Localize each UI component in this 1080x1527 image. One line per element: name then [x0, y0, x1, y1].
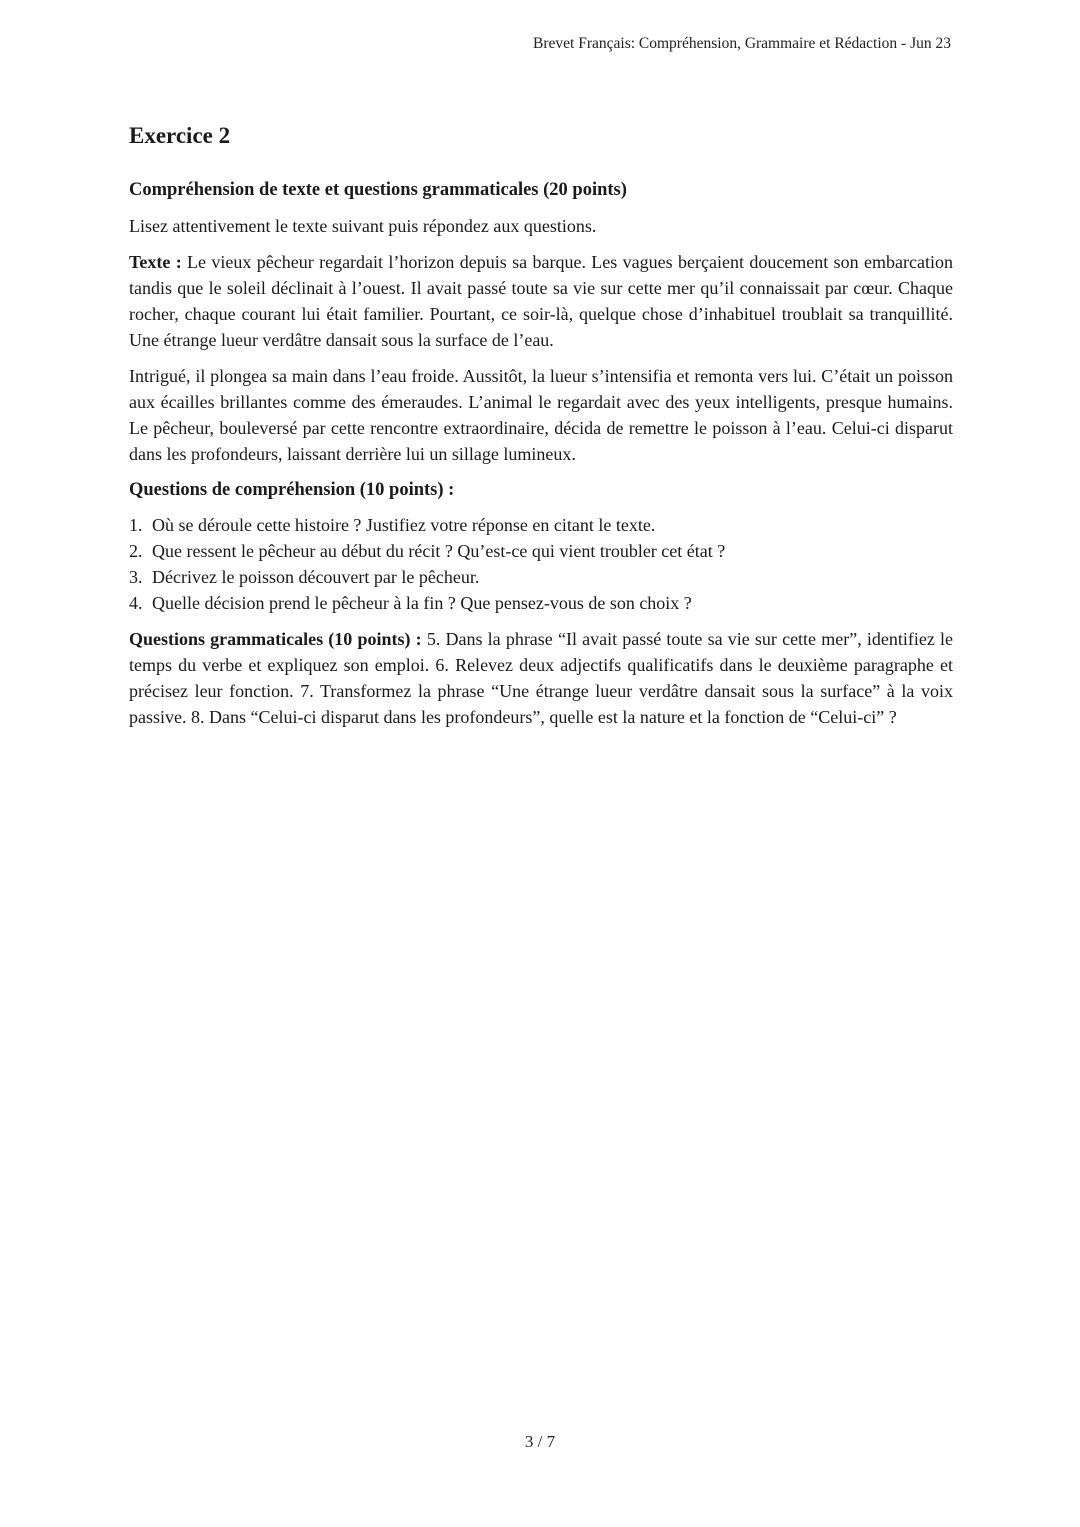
page-number: 3 / 7 — [524, 1432, 556, 1451]
text-paragraph-1-body: Le vieux pêcheur regardait l’horizon depuis sa barque. Les vagues berçaient doucement son embarcation tandis que le soleil déclinait à l’ouest. Il avait passé toute sa vie sur cette mer qu’il connaissait par cœur. Chaque rocher, chaque courant lui était familier. Pourtant, ce soir-là, quelque chose d’inhabituel troublait sa tranquillité. Une étrange lueur verdâtre dansait sous la surface de l’eau. — [129, 252, 953, 350]
question-text: Où se déroule cette histoire ? Justifiez votre réponse en citant le texte. — [152, 515, 656, 535]
section-title: Compréhension de texte et questions grammaticales (20 points) — [129, 180, 627, 200]
text-label: Texte : — [129, 252, 182, 272]
list-item — [129, 538, 953, 564]
question-number: 2. — [129, 541, 143, 561]
question-number: 3. — [129, 567, 143, 587]
grammar-questions — [129, 626, 953, 730]
question-text: Décrivez le poisson découvert par le pêcheur. — [152, 567, 480, 587]
question-number: 4. — [129, 593, 143, 613]
exercise-title: Exercice 2 — [129, 123, 231, 148]
list-item — [129, 512, 953, 538]
text-paragraph-2: Intrigué, il plongea sa main dans l’eau froide. Aussitôt, la lueur s’intensifia et remonta vers lui. C’était un poisson aux écailles brillantes comme des émeraudes. L’animal le regardait avec des yeux intelligents, presque humains. Le pêcheur, bouleversé par cette rencontre extraordinaire, décida de remettre le poisson à l’eau. Celui-ci disparut dans les profondeurs, laissant derrière lui un sillage lumineux. — [129, 366, 953, 464]
question-number: 1. — [129, 515, 143, 535]
exercise-content — [129, 118, 953, 740]
question-text: Quelle décision prend le pêcheur à la fin ? Que pensez-vous de son choix ? — [152, 593, 692, 613]
comprehension-questions-list — [129, 512, 953, 616]
running-header: Brevet Français: Compréhension, Grammaire et Rédaction - Jun 23 — [533, 35, 951, 52]
comprehension-heading: Questions de compréhension (10 points) : — [129, 480, 455, 500]
list-item — [129, 564, 953, 590]
grammar-questions-body: 5. Dans la phrase “Il avait passé toute sa vie sur cette mer”, identifiez le temps du verbe et expliquez son emploi. 6. Relevez deux adjectifs qualificatifs dans le deuxième paragraphe et précisez leur fonction. 7. Transformez la phrase “Une étrange lueur verdâtre dansait sous la surface” à la voix passive. 8. Dans “Celui-ci disparut dans les profondeurs”, quelle est la nature et la fonction de “Celui-ci” ? — [129, 629, 953, 727]
grammar-heading: Questions grammaticales (10 points) : — [129, 629, 422, 649]
instruction-text: Lisez attentivement le texte suivant puis répondez aux questions. — [129, 216, 597, 236]
list-item — [129, 590, 953, 616]
text-paragraph-1 — [129, 249, 953, 353]
question-text: Que ressent le pêcheur au début du récit ? Qu’est-ce qui vient troubler cet état ? — [152, 541, 726, 561]
